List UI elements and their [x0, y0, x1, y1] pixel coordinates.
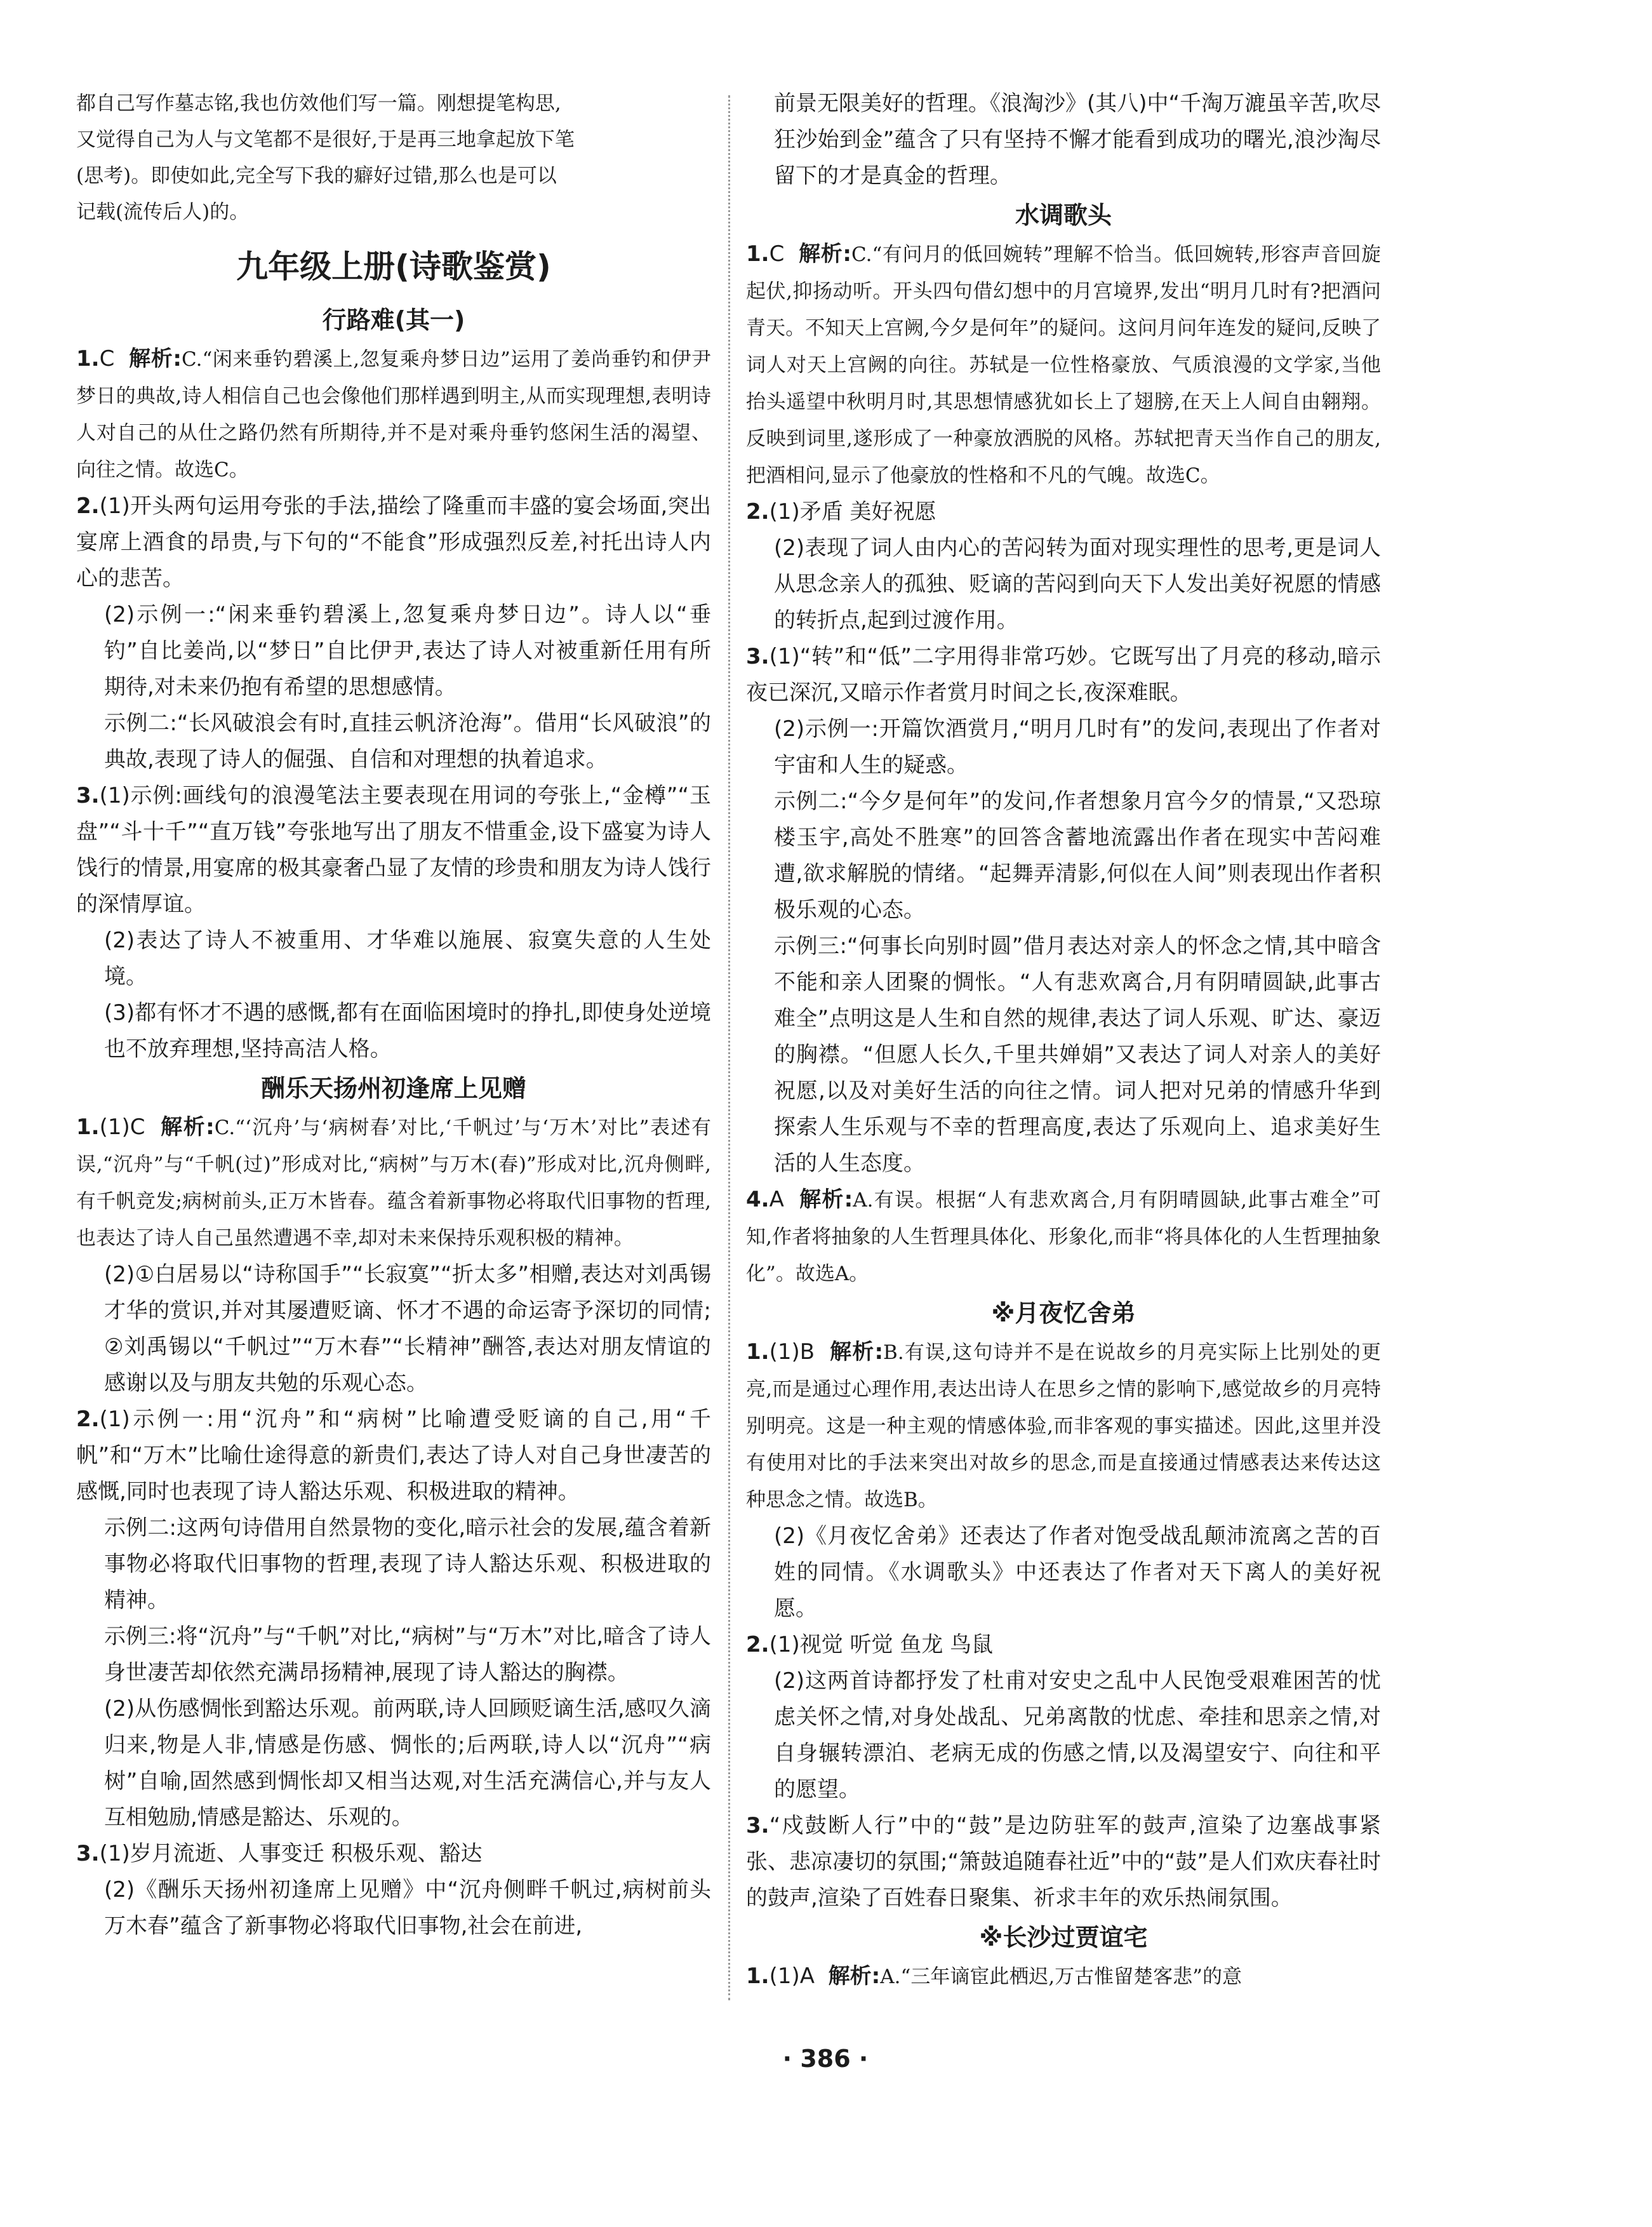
intro-block — [76, 86, 711, 231]
answer-item — [746, 236, 1381, 494]
answer-item — [76, 1836, 711, 1872]
answer-choice: C — [99, 346, 115, 371]
question-number: 2. — [76, 1407, 100, 1432]
answer-text: (1)示例:画线句的浪漫笔法主要表现在用词的夸张上,“金樽”“玉盘”“斗十千”“直万钱”夸张地写出了朋友不惜重金,设下盛宴为诗人饯行的情景,用宴席的极其豪奢凸显了友情的珍贵和朋友为诗人饯行的深情厚谊。 — [76, 783, 711, 917]
answer-choice: (1)C — [99, 1114, 145, 1140]
analysis-text: C.“‘沉舟’与‘病树春’对比,‘千帆过’与‘万木’对比”表述有误,“沉舟”与“千帆(过)”形成对比,“病树”与万木(春)”形成对比,沉舟侧畔,有千帆竞发;病树前头,正万木皆春。蕴含着新事物必将取代旧事物的哲理,也表达了诗人自己虽然遭遇不幸,却对未来保持乐观积极的精神。 — [76, 1116, 711, 1250]
analysis-text: C.“有问月的低回婉转”理解不恰当。低回婉转,形容声音回旋起伏,抑扬动听。开头四句借幻想中的月宫境界,发出“明月几时有?把酒问青天。不知天上宫阙,今夕是何年”的疑问。这问月问年连发的疑问,反映了词人对天上宫阙的向往。苏轼是一位性格豪放、气质浪漫的文学家,当他抬头遥望中秋明月时,其思想情感犹如长上了翅膀,在天上人间自由翱翔。反映到词里,遂形成了一种豪放洒脱的风格。苏轼把青天当作自己的朋友,把酒相问,显示了他豪放的性格和不凡的气魄。故选C。 — [746, 243, 1381, 487]
answer-text: (1)视觉 听觉 鱼龙 鸟鼠 — [769, 1632, 994, 1657]
analysis-text: A.有误。根据“人有悲欢离合,月有阴晴圆缺,此事古难全”可知,作者将抽象的人生哲理具体化、形象化,而非“将具体化的人生哲理抽象化”。故选A。 — [746, 1189, 1381, 1285]
answer-text: (1)“转”和“低”二字用得非常巧妙。它既写出了月亮的移动,暗示夜已深沉,又暗示作者赏月时间之长,夜深难眠。 — [746, 644, 1381, 706]
poem-title-chou-le-tian: 酬乐天扬州初逢席上见赠 — [260, 1074, 526, 1102]
column-divider — [728, 95, 730, 2000]
answer-item — [76, 1109, 711, 1257]
answer-item — [746, 494, 1381, 530]
question-number: 1. — [76, 346, 100, 371]
question-number: 1. — [76, 1114, 100, 1140]
answer-item — [76, 341, 711, 488]
answer-choice: A — [769, 1187, 784, 1212]
analysis-label: 解析: — [828, 1963, 881, 1989]
answer-text: 前景无限美好的哲理。《浪淘沙》(其八)中“千淘万漉虽辛苦,吹尽狂沙始到金”蕴含了只有坚持不懈才能看到成功的曙光,浪沙淘尽留下的才是真金的哲理。 — [774, 91, 1381, 189]
intro-line: 都自己写作墓志铭,我也仿效他们写一篇。刚想提笔构思, — [76, 92, 561, 115]
right-column — [746, 86, 1381, 1995]
answer-text: 示例二:“长风破浪会有时,直挂云帆济沧海”。借用“长风破浪”的典故,表现了诗人的倔强、自信和对理想的执着追求。 — [104, 711, 711, 772]
answer-text: (2)表达了诗人不被重用、才华难以施展、寂寞失意的人生处境。 — [104, 928, 711, 989]
answer-text: (2)从伤感惆怅到豁达乐观。前两联,诗人回顾贬谪生活,感叹久滴归来,物是人非,情感是伤感、惆怅的;后两联,诗人以“沉舟”“病树”自喻,固然感到惆怅却又相当达观,对生活充满信心,并与友人互相勉励,情感是豁达、乐观的。 — [104, 1696, 711, 1830]
intro-line: 记载(流传后人)的。 — [76, 201, 250, 224]
intro-line: 又觉得自己为人与文笔都不是很好,于是再三地拿起放下笔 — [76, 128, 575, 151]
answer-text: 示例三:将“沉舟”与“千帆”对比,“病树”与“万木”对比,暗含了诗人身世凄苦却依然充满昂扬精神,展现了诗人豁达的胸襟。 — [104, 1624, 711, 1685]
answer-text: (2)示例一:开篇饮酒赏月,“明月几时有”的发问,表现出了作者对宇宙和人生的疑惑。 — [774, 716, 1381, 778]
question-number: 3. — [76, 1841, 100, 1866]
question-number: 1. — [746, 1963, 769, 1989]
page-number: · 386 · — [782, 2045, 869, 2073]
analysis-label: 解析: — [129, 346, 182, 371]
question-number: 1. — [746, 1339, 769, 1365]
question-number: 2. — [746, 1632, 769, 1657]
left-column — [76, 86, 711, 1944]
analysis-label: 解析: — [830, 1339, 884, 1365]
answer-item — [76, 488, 711, 597]
question-number: 3. — [746, 644, 769, 669]
answer-text: 示例二:这两句诗借用自然景物的变化,暗示社会的发展,蕴含着新事物必将取代旧事物的哲理,表现了诗人豁达乐观、积极进取的精神。 — [104, 1515, 711, 1613]
poem-title-changsha-guo-jiayi-zhai: ※长沙过贾谊宅 — [979, 1923, 1148, 1951]
answer-item — [746, 1182, 1381, 1292]
answer-choice: (1)A — [769, 1963, 815, 1989]
poem-title-xinglunan: 行路难(其一) — [322, 306, 465, 334]
answer-text: 示例二:“今夕是何年”的发问,作者想象月宫今夕的情景,“又恐琼楼玉宇,高处不胜寒”的回答含蓄地流露出作者在现实中苦闷难遭,欲求解脱的情绪。“起舞弄清影,何似在人间”则表现出作者积极乐观的心态。 — [774, 789, 1381, 923]
answer-item — [76, 1401, 711, 1510]
poem-title-yueye-yi-shedi: ※月夜忆舍弟 — [991, 1299, 1136, 1327]
analysis-label: 解析: — [161, 1114, 215, 1140]
analysis-text: A.“三年谪宦此栖迟,万古惟留楚客悲”的意 — [880, 1965, 1242, 1988]
question-number: 3. — [76, 783, 100, 808]
analysis-label: 解析: — [799, 1187, 853, 1212]
answer-text: (1)岁月流逝、人事变迁 积极乐观、豁达 — [99, 1841, 483, 1866]
answer-item — [746, 1808, 1381, 1916]
answer-text: “戍鼓断人行”中的“鼓”是边防驻军的鼓声,渲染了边塞战事紧张、悲凉凄切的氛围;“箫鼓追随春社近”中的“鼓”是人们欢庆春社时的鼓声,渲染了百姓春日聚集、祈求丰年的欢乐热闹氛围。 — [746, 1813, 1381, 1911]
answer-text: (2)表现了词人由内心的苦闷转为面对现实理性的思考,更是词人从思念亲人的孤独、贬谪的苦闷到向天下人发出美好祝愿的情感的转折点,起到过渡作用。 — [774, 535, 1381, 633]
answer-text: (2)示例一:“闲来垂钓碧溪上,忽复乘舟梦日边”。诗人以“垂钓”自比姜尚,以“梦日”自比伊尹,表达了诗人对被重新任用有所期待,对未来仍抱有希望的思想感情。 — [104, 602, 711, 700]
answer-text: (1)示例一:用“沉舟”和“病树”比喻遭受贬谪的自己,用“千帆”和“万木”比喻仕途得意的新贵们,表达了诗人对自己身世凄苦的感慨,同时也表现了诗人豁达乐观、积极进取的精神。 — [76, 1407, 711, 1504]
answer-choice: (1)B — [769, 1339, 815, 1365]
answer-text: (2)《酬乐天扬州初逢席上见赠》中“沉舟侧畔千帆过,病树前头万木春”蕴含了新事物必将取代旧事物,社会在前进, — [104, 1877, 711, 1939]
analysis-text: C.“闲来垂钓碧溪上,忽复乘舟梦日边”运用了姜尚垂钓和伊尹梦日的典故,诗人相信自己也会像他们那样遇到明主,从而实现理想,表明诗人对自己的从仕之路仍然有所期待,并不是对乘舟垂钓悠闲生活的渴望、向往之情。故选C。 — [76, 348, 711, 481]
analysis-text: B.有误,这句诗并不是在说故乡的月亮实际上比别处的更亮,而是通过心理作用,表达出诗人在思乡之情的影响下,感觉故乡的月亮特别明亮。这是一种主观的情感体验,而非客观的事实描述。因此,这里并没有使用对比的手法来突出对故乡的思念,而是直接通过情感表达来传达这种思念之情。故选B。 — [746, 1341, 1381, 1511]
answer-text: (2)①白居易以“诗称国手”“长寂寞”“折太多”相赠,表达对刘禹锡才华的赏识,并对其屡遭贬谪、怀才不遇的命运寄予深切的同情;②刘禹锡以“千帆过”“万木春”“长精神”酬答,表达对朋友情谊的感谢以及与朋友共勉的乐观心态。 — [104, 1262, 711, 1396]
answer-item — [746, 1334, 1381, 1518]
answer-item — [746, 1627, 1381, 1663]
poem-title-shuidiao-getou: 水调歌头 — [1015, 201, 1112, 229]
question-number: 4. — [746, 1187, 769, 1212]
question-number: 1. — [746, 241, 769, 267]
answer-item — [76, 778, 711, 923]
answer-text: (1)矛盾 美好祝愿 — [769, 499, 936, 525]
question-number: 3. — [746, 1813, 769, 1838]
question-number: 2. — [76, 493, 100, 519]
answer-choice: C — [769, 241, 785, 267]
answer-text: (1)开头两句运用夸张的手法,描绘了隆重而丰盛的宴会场面,突出宴席上酒食的昂贵,与下句的“不能食”形成强烈反差,衬托出诗人内心的悲苦。 — [76, 493, 711, 591]
answer-text: (3)都有怀才不遇的感慨,都有在面临困境时的挣扎,即使身处逆境也不放弃理想,坚持高洁人格。 — [104, 1000, 711, 1062]
answer-item — [746, 1958, 1381, 1995]
answer-item — [746, 639, 1381, 711]
question-number: 2. — [746, 499, 769, 525]
intro-line: (思考)。即使如此,完全写下我的癖好过错,那么也是可以 — [76, 164, 557, 187]
answer-text: (2)《月夜忆舍弟》还表达了作者对饱受战乱颠沛流离之苦的百姓的同情。《水调歌头》中还表达了作者对天下离人的美好祝愿。 — [774, 1523, 1381, 1621]
book-section-title: 九年级上册(诗歌鉴赏) — [236, 248, 551, 285]
answer-text: (2)这两首诗都抒发了杜甫对安史之乱中人民饱受艰难困苦的忧虑关怀之情,对身处战乱、兄弟离散的忧虑、牵挂和思亲之情,对自身辗转漂泊、老病无成的伤感之情,以及渴望安宁、向往和平的愿望。 — [774, 1668, 1381, 1802]
answer-text: 示例三:“何事长向别时圆”借月表达对亲人的怀念之情,其中暗含不能和亲人团聚的惆怅。“人有悲欢离合,月有阴晴圆缺,此事古难全”点明这是人生和自然的规律,表达了词人乐观、旷达、豪迈的胸襟。“但愿人长久,千里共婵娟”又表达了词人对亲人的美好祝愿,以及对美好生活的向往之情。词人把对兄弟的情感升华到探索人生乐观与不幸的哲理高度,表达了乐观向上、追求美好生活的人生态度。 — [774, 933, 1381, 1176]
analysis-label: 解析: — [799, 241, 851, 267]
